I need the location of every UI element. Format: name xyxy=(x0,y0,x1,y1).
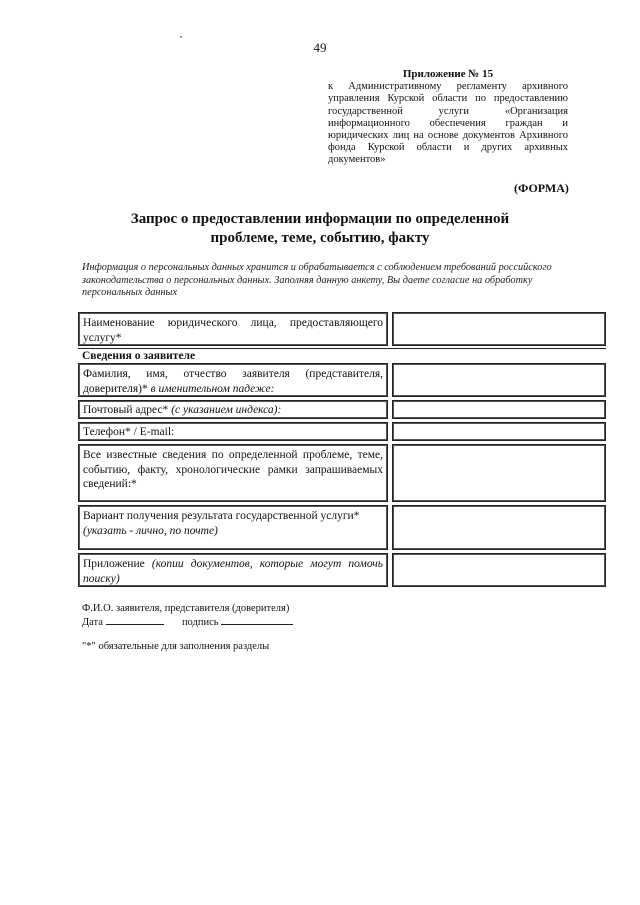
address-label xyxy=(78,400,388,419)
document-title xyxy=(100,210,540,248)
required-note: "*" обязательные для заполнения разделы xyxy=(82,641,270,652)
variant-field[interactable] xyxy=(392,505,606,550)
fio-label-hint: в именительном падеже: xyxy=(150,382,275,395)
variant-label-hint: (указать - лично, по почте) xyxy=(83,524,218,537)
appendix-title: Приложение № 15 xyxy=(402,68,494,80)
fio-label-main: Фамилия, имя, отчество заявителя (представителя, доверителя)* xyxy=(83,368,383,395)
form-row-phone xyxy=(78,422,606,441)
attachment-label-hint: (копии документов, которые могут помочь поиску) xyxy=(83,558,383,585)
fio-field[interactable] xyxy=(392,363,606,397)
appendix-text: к Административному регламенту архивного управления Курской области по предоставлению государственной услуги «Организация информационного обеспечения граждан и юридических лиц на основе документов Архивного фонда Курской области и других архивных документов» xyxy=(328,81,568,166)
form-row-variant xyxy=(78,505,606,550)
signature-blank[interactable] xyxy=(221,615,293,625)
form-mark: (ФОРМА) xyxy=(514,181,569,195)
organization-label: Наименование юридического лица, предоставляющего услугу* xyxy=(78,312,388,346)
attachment-field[interactable] xyxy=(392,553,606,587)
known-info-label: Все известные сведения по определенной проблеме, теме, событию, факту, хронологические рамки запрашиваемых сведений:* xyxy=(78,444,388,502)
date-label: Дата xyxy=(82,617,103,628)
address-label-hint: (с указанием индекса): xyxy=(171,404,282,416)
address-label-main: Почтовый адрес* xyxy=(83,404,169,416)
scan-speck xyxy=(180,36,182,38)
phone-field[interactable] xyxy=(392,422,606,441)
form-row-fio xyxy=(78,363,606,397)
address-field[interactable] xyxy=(392,400,606,419)
known-info-field[interactable] xyxy=(392,444,606,502)
request-form xyxy=(78,312,606,587)
page-number: 49 xyxy=(313,40,327,55)
applicant-section-title: Сведения о заявителе xyxy=(78,348,606,363)
appendix-block xyxy=(328,68,568,167)
form-row-attachment xyxy=(78,553,606,587)
date-blank[interactable] xyxy=(106,615,164,625)
form-row-address xyxy=(78,400,606,419)
signature-label: подпись xyxy=(181,617,219,628)
consent-note: Информация о персональных данных хранится и обрабатывается с соблюдением требований российского законодательства о персональных данных. Заполняя данную анкету, Вы даете согласие на обработку персональных данных xyxy=(82,262,552,298)
attachment-label-main: Приложение xyxy=(83,558,145,570)
document-title-line-2: проблеме, теме, событию, факту xyxy=(210,230,430,246)
organization-field[interactable] xyxy=(392,312,606,346)
form-row-organization xyxy=(78,312,606,346)
signer-line: Ф.И.О. заявителя, представителя (доверителя) xyxy=(82,603,290,614)
attachment-label xyxy=(78,553,388,587)
document-title-line-1: Запрос о предоставлении информации по определенной xyxy=(130,211,510,227)
form-row-known-info xyxy=(78,444,606,502)
phone-label: Телефон* / E-mail: xyxy=(78,422,388,441)
variant-label xyxy=(78,505,388,550)
fio-label xyxy=(78,363,388,397)
variant-label-main: Вариант получения результата государственной услуги* xyxy=(83,510,360,522)
date-signature-line xyxy=(82,615,293,629)
